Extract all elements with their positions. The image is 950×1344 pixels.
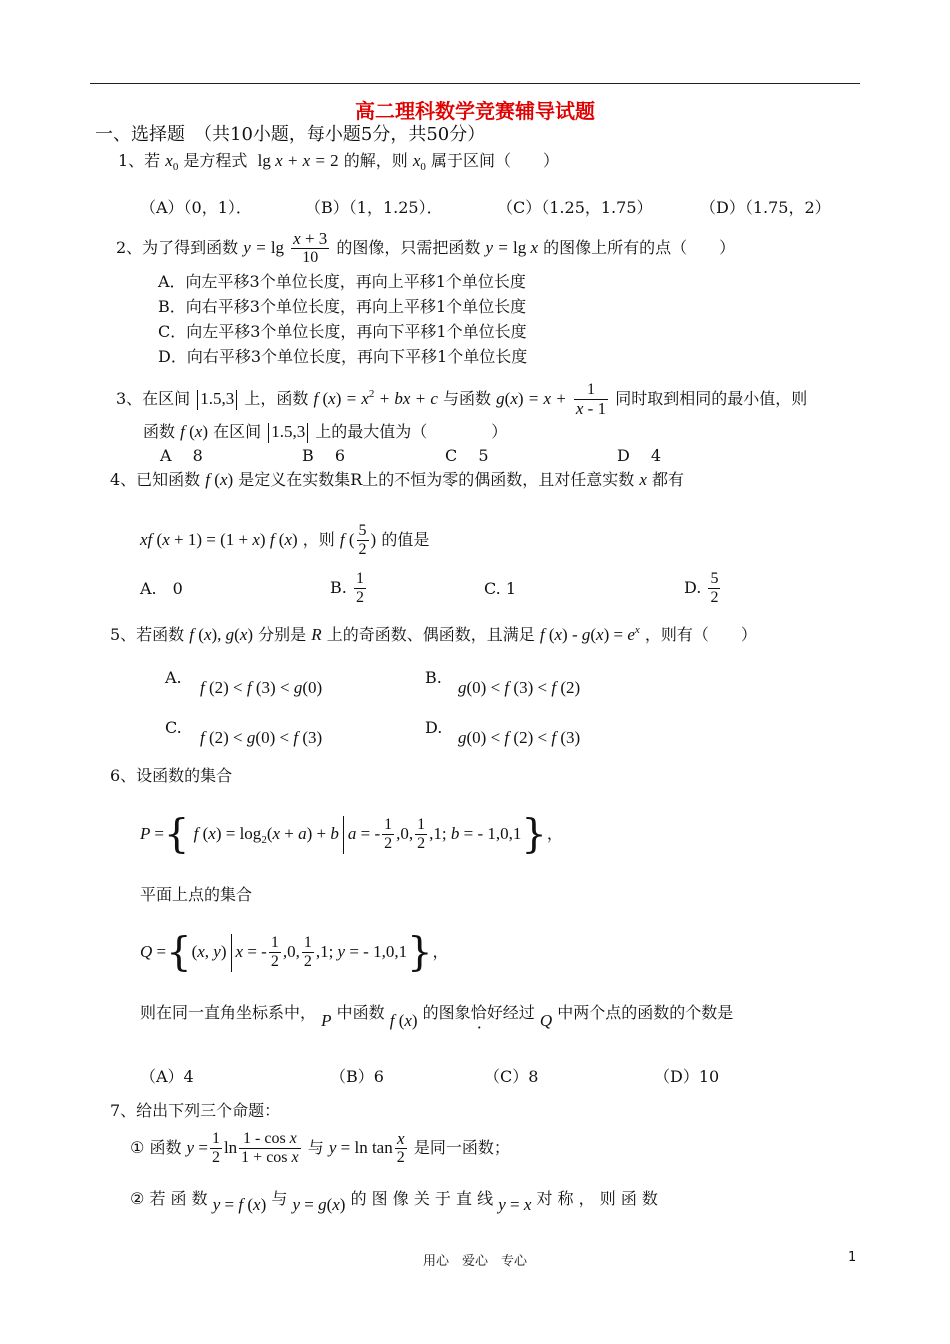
q2-option-c: C．向左平移3个单位长度，再向下平移1个单位长度: [158, 322, 527, 341]
q6-option-c: （C）8: [484, 1067, 539, 1086]
emphasis-dots: 恰好: [470, 1003, 503, 1022]
q6-points-label: 平面上点的集合: [140, 885, 253, 904]
q3-option-c: C 5: [445, 446, 489, 465]
math-set-P: P ={ f $(x) = \log_2(x + a) + b$ a = - $\frac{1}{2}$ ,0, $\frac{1}{2}$ ,1; b = - 1,0,1}，: [140, 811, 563, 858]
q5-option-c: f (2) < g(0) < f (3): [200, 728, 323, 747]
page-title: 高二理科数学竞赛辅导试题: [355, 99, 595, 123]
q5-option-a-label: A.: [165, 668, 182, 687]
math-function-f: f $(x) = x^2$ + bx + c: [313, 388, 438, 408]
q4-option-d: D. $\frac{5}{2}$: [684, 570, 719, 606]
question-5: 5、若函数 f (x), g(x) 分别是 R 上的奇函数、偶函数，且满足 f $(x) - g(x) = e^x$ ，则有（ ）: [110, 624, 757, 644]
math-interval: 1.5,3: [195, 389, 239, 408]
q1-option-c: （C）（1.25，1.75）: [497, 198, 653, 217]
math-set-Q: Q ={(x, y) x = - $\frac{1}{2}$ ,0, $\frac{1}{2}$ ,1; y = - 1,0,1}，: [140, 929, 449, 976]
q6-option-a: （A）4: [140, 1067, 194, 1086]
q5-option-d: g(0) < f (2) < f (3): [458, 728, 581, 747]
q5-option-b-label: B.: [425, 668, 442, 687]
math-fraction: $\frac{x + 3}{10}$: [293, 229, 328, 266]
math-base-function: y = lg x: [485, 238, 539, 257]
q1-option-b: （B）（1，1.25）．: [305, 198, 443, 217]
q3-option-a: A 8: [160, 446, 203, 465]
q6-final-line: 则在同一直角坐标系中， P 中函数 f (x) 的图象恰好经过 Q 中两个点的函数的个数是: [140, 1003, 734, 1030]
q5-option-a: f (2) < f (3) < g(0): [200, 678, 323, 697]
q1-option-d: （D）（1.75，2）: [700, 198, 831, 217]
q6-option-b: （B）6: [330, 1067, 384, 1086]
q2-option-d: D．向右平移3个单位长度，再向下平移1个单位长度: [158, 347, 528, 366]
section-heading: 一、选择题 （共10小题，每小题5分，共50分）: [95, 124, 486, 145]
question-1: 1、若 $x_0$ 是方程式 lg x + x = 2 的解，则 $x_0$ 属于区间（ ）: [118, 151, 559, 173]
q1-option-a: （A）（0，1）．: [140, 198, 252, 217]
q5-option-d-label: D.: [425, 718, 443, 737]
q7-item-2: ② 若 函 数 y = f (x) 与 y = g(x) 的 图 像 关 于 直 线 y = x 对 称 ， 则 函 数: [130, 1189, 658, 1214]
math-functional-equation: xf (x + 1) = (1 + x) f (x): [140, 530, 298, 549]
q2-option-b: B．向右平移3个单位长度，再向上平移1个单位长度: [158, 297, 527, 316]
q5-option-b: g(0) < f (3) < f (2): [458, 678, 581, 697]
math-equation: lg x + x = 2: [257, 151, 339, 170]
q4-option-a: A. 0: [140, 579, 183, 598]
math-function-g: g(x) = x +: [496, 389, 567, 408]
math-x0: $x_0$: [165, 151, 179, 173]
question-2: 2、为了得到函数 y = lg $\frac{x + 3}{10}$ 的图像，只需把函数 y = lg x 的图像上所有的点（ ）: [116, 229, 736, 266]
q5-option-c-label: C.: [165, 718, 182, 737]
q7-item-1: ① 函数 y = $\frac{1}{2}$ ln $\frac{\text{1 - cos x}}{\text{1 + cos x}}$ 与 y = ln tan $\frac{x}{2}$ 是同一函数；: [130, 1129, 510, 1166]
math-fraction: $\frac{1}{x - 1}$: [575, 381, 607, 418]
question-6: 6、设函数的集合: [110, 766, 233, 785]
q3-line-2: 函数 f (x) 在区间 1.5,3 上的最大值为（ ）: [143, 421, 507, 443]
math-target-function: y = lg: [243, 238, 285, 257]
question-4: 4、已知函数 f (x) 是定义在实数集R上的不恒为零的偶函数，且对任意实数 x 都有: [110, 470, 685, 489]
header-rule: [90, 83, 860, 84]
page-number: 1: [848, 1250, 857, 1265]
q4-option-c: C. 1: [484, 579, 517, 598]
q3-option-d: D 4: [617, 446, 662, 465]
question-7: 7、给出下列三个命题：: [110, 1101, 281, 1120]
q6-option-d: （D）10: [654, 1067, 720, 1086]
question-3: 3、在区间 1.5,3 上，函数 f $(x) = x^2$ + bx + c 与函数 g(x) = x + $\frac{1}{x - 1}$ 同时取到相同的最小值，则: [116, 381, 808, 418]
q4-option-b: B. $\frac{1}{2}$: [330, 570, 364, 606]
q2-option-a: A．向左平移3个单位长度，再向上平移1个单位长度: [158, 272, 526, 291]
page-footer: 用心 爱心 专心: [422, 1254, 527, 1269]
q3-option-b: B 6: [302, 446, 346, 465]
math-x0: $x_0$: [412, 151, 426, 173]
q4-equation-line: xf (x + 1) = (1 + x) f (x) ，则 f ( $\frac{5}{2}$ ) 的值是: [140, 522, 430, 558]
